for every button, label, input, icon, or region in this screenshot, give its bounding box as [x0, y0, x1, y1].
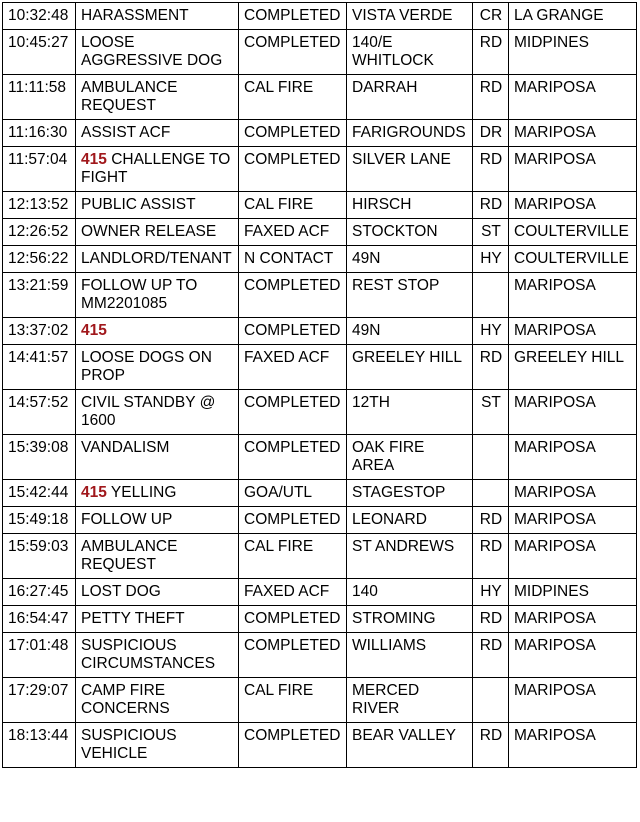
time-cell: 15:42:44: [3, 480, 76, 507]
city-cell: MARIPOSA: [509, 120, 637, 147]
street-cell: 140: [347, 579, 473, 606]
city-cell: MARIPOSA: [509, 534, 637, 579]
street-cell: WILLIAMS: [347, 633, 473, 678]
nature-text: YELLING: [110, 484, 177, 501]
nature-text: FOLLOW UP: [81, 511, 173, 528]
street-cell: REST STOP: [347, 273, 473, 318]
street-cell: GREELEY HILL: [347, 345, 473, 390]
disposition-cell: COMPLETED: [239, 435, 347, 480]
city-cell: COULTERVILLE: [509, 246, 637, 273]
city-cell: MARIPOSA: [509, 192, 637, 219]
street-type-cell: [473, 678, 509, 723]
street-cell: STROMING: [347, 606, 473, 633]
table-row: [3, 579, 637, 606]
disposition-cell: N CONTACT: [239, 246, 347, 273]
table-row: [3, 390, 637, 435]
nature-text: SUSPICIOUS VEHICLE: [81, 727, 177, 762]
table-row: [3, 678, 637, 723]
table-row: [3, 120, 637, 147]
time-cell: 11:11:58: [3, 75, 76, 120]
disposition-cell: COMPLETED: [239, 147, 347, 192]
disposition-cell: COMPLETED: [239, 633, 347, 678]
nature-cell: [76, 219, 239, 246]
table-row: [3, 534, 637, 579]
table-row: [3, 219, 637, 246]
time-cell: 15:49:18: [3, 507, 76, 534]
time-cell: 10:32:48: [3, 3, 76, 30]
street-cell: BEAR VALLEY: [347, 723, 473, 768]
disposition-cell: COMPLETED: [239, 3, 347, 30]
city-cell: MARIPOSA: [509, 606, 637, 633]
table-row: [3, 273, 637, 318]
street-cell: 49N: [347, 246, 473, 273]
street-type-cell: RD: [473, 30, 509, 75]
nature-cell: [76, 147, 239, 192]
nature-cell: [76, 507, 239, 534]
nature-text: LOOSE AGGRESSIVE DOG: [81, 34, 223, 69]
time-cell: 12:26:52: [3, 219, 76, 246]
table-row: [3, 30, 637, 75]
street-cell: 12TH: [347, 390, 473, 435]
nature-text: VANDALISM: [81, 439, 170, 456]
city-cell: LA GRANGE: [509, 3, 637, 30]
street-type-cell: DR: [473, 120, 509, 147]
nature-cell: [76, 246, 239, 273]
penal-code-label: 415: [81, 151, 107, 168]
nature-text: AMBULANCE REQUEST: [81, 79, 178, 114]
table-row: [3, 147, 637, 192]
table-row: [3, 192, 637, 219]
street-type-cell: [473, 480, 509, 507]
street-cell: LEONARD: [347, 507, 473, 534]
table-row: [3, 435, 637, 480]
nature-text: ASSIST ACF: [81, 124, 171, 141]
city-cell: MARIPOSA: [509, 480, 637, 507]
disposition-cell: COMPLETED: [239, 390, 347, 435]
disposition-cell: FAXED ACF: [239, 345, 347, 390]
disposition-cell: COMPLETED: [239, 30, 347, 75]
nature-cell: [76, 435, 239, 480]
street-cell: MERCED RIVER: [347, 678, 473, 723]
city-cell: MARIPOSA: [509, 273, 637, 318]
nature-cell: [76, 273, 239, 318]
nature-text: LOOSE DOGS ON PROP: [81, 349, 212, 384]
nature-text: CIVIL STANDBY @ 1600: [81, 394, 216, 429]
nature-text: LOST DOG: [81, 583, 161, 600]
nature-cell: [76, 678, 239, 723]
nature-cell: [76, 192, 239, 219]
street-cell: DARRAH: [347, 75, 473, 120]
table-row: [3, 723, 637, 768]
time-cell: 11:57:04: [3, 147, 76, 192]
nature-text: CAMP FIRE CONCERNS: [81, 682, 170, 717]
disposition-cell: COMPLETED: [239, 273, 347, 318]
street-type-cell: RD: [473, 507, 509, 534]
nature-cell: [76, 75, 239, 120]
disposition-cell: CAL FIRE: [239, 534, 347, 579]
nature-cell: [76, 345, 239, 390]
street-cell: SILVER LANE: [347, 147, 473, 192]
street-cell: 140/E WHITLOCK: [347, 30, 473, 75]
street-type-cell: [473, 273, 509, 318]
street-type-cell: RD: [473, 723, 509, 768]
disposition-cell: COMPLETED: [239, 120, 347, 147]
table-row: [3, 633, 637, 678]
nature-text: PETTY THEFT: [81, 610, 185, 627]
nature-cell: [76, 3, 239, 30]
table-row: [3, 480, 637, 507]
table-row: [3, 345, 637, 390]
table-row: [3, 606, 637, 633]
disposition-cell: COMPLETED: [239, 507, 347, 534]
time-cell: 13:37:02: [3, 318, 76, 345]
street-type-cell: RD: [473, 606, 509, 633]
nature-cell: [76, 30, 239, 75]
disposition-cell: CAL FIRE: [239, 678, 347, 723]
street-type-cell: RD: [473, 192, 509, 219]
city-cell: MARIPOSA: [509, 390, 637, 435]
street-type-cell: ST: [473, 390, 509, 435]
street-cell: 49N: [347, 318, 473, 345]
nature-text: LANDLORD/TENANT: [81, 250, 232, 267]
street-type-cell: RD: [473, 345, 509, 390]
street-type-cell: RD: [473, 147, 509, 192]
time-cell: 14:57:52: [3, 390, 76, 435]
nature-cell: [76, 534, 239, 579]
nature-cell: [76, 633, 239, 678]
city-cell: MIDPINES: [509, 579, 637, 606]
city-cell: COULTERVILLE: [509, 219, 637, 246]
city-cell: MARIPOSA: [509, 75, 637, 120]
nature-cell: [76, 579, 239, 606]
nature-cell: [76, 723, 239, 768]
disposition-cell: COMPLETED: [239, 318, 347, 345]
city-cell: MARIPOSA: [509, 147, 637, 192]
table-row: [3, 507, 637, 534]
disposition-cell: CAL FIRE: [239, 75, 347, 120]
table-row: [3, 246, 637, 273]
time-cell: 17:29:07: [3, 678, 76, 723]
disposition-cell: GOA/UTL: [239, 480, 347, 507]
street-cell: STOCKTON: [347, 219, 473, 246]
nature-text: AMBULANCE REQUEST: [81, 538, 178, 573]
city-cell: MARIPOSA: [509, 678, 637, 723]
street-type-cell: RD: [473, 534, 509, 579]
time-cell: 17:01:48: [3, 633, 76, 678]
nature-cell: [76, 480, 239, 507]
call-log-body: [3, 3, 637, 768]
city-cell: MARIPOSA: [509, 507, 637, 534]
nature-text: SUSPICIOUS CIRCUMSTANCES: [81, 637, 216, 672]
street-type-cell: RD: [473, 633, 509, 678]
city-cell: GREELEY HILL: [509, 345, 637, 390]
street-type-cell: HY: [473, 246, 509, 273]
street-cell: HIRSCH: [347, 192, 473, 219]
street-type-cell: [473, 435, 509, 480]
city-cell: MARIPOSA: [509, 723, 637, 768]
street-type-cell: HY: [473, 318, 509, 345]
city-cell: MARIPOSA: [509, 318, 637, 345]
nature-text: PUBLIC ASSIST: [81, 196, 196, 213]
city-cell: MARIPOSA: [509, 633, 637, 678]
nature-cell: [76, 606, 239, 633]
nature-cell: [76, 390, 239, 435]
street-type-cell: RD: [473, 75, 509, 120]
time-cell: 16:54:47: [3, 606, 76, 633]
time-cell: 10:45:27: [3, 30, 76, 75]
table-row: [3, 75, 637, 120]
table-row: [3, 318, 637, 345]
time-cell: 15:39:08: [3, 435, 76, 480]
disposition-cell: COMPLETED: [239, 723, 347, 768]
time-cell: 14:41:57: [3, 345, 76, 390]
time-cell: 16:27:45: [3, 579, 76, 606]
penal-code-label: 415: [81, 484, 107, 501]
street-cell: OAK FIRE AREA: [347, 435, 473, 480]
street-cell: FARIGROUNDS: [347, 120, 473, 147]
disposition-cell: FAXED ACF: [239, 579, 347, 606]
time-cell: 11:16:30: [3, 120, 76, 147]
street-cell: VISTA VERDE: [347, 3, 473, 30]
time-cell: 12:56:22: [3, 246, 76, 273]
street-type-cell: CR: [473, 3, 509, 30]
time-cell: 18:13:44: [3, 723, 76, 768]
disposition-cell: COMPLETED: [239, 606, 347, 633]
street-type-cell: HY: [473, 579, 509, 606]
time-cell: 12:13:52: [3, 192, 76, 219]
nature-text: HARASSMENT: [81, 7, 189, 24]
call-log-table: [2, 2, 637, 768]
time-cell: 13:21:59: [3, 273, 76, 318]
nature-text: FOLLOW UP TO MM2201085: [81, 277, 198, 312]
city-cell: MARIPOSA: [509, 435, 637, 480]
city-cell: MIDPINES: [509, 30, 637, 75]
nature-cell: [76, 120, 239, 147]
street-cell: STAGESTOP: [347, 480, 473, 507]
penal-code-label: 415: [81, 322, 107, 339]
street-type-cell: ST: [473, 219, 509, 246]
disposition-cell: CAL FIRE: [239, 192, 347, 219]
nature-text: CHALLENGE TO FIGHT: [81, 151, 231, 186]
nature-cell: [76, 318, 239, 345]
time-cell: 15:59:03: [3, 534, 76, 579]
street-cell: ST ANDREWS: [347, 534, 473, 579]
disposition-cell: FAXED ACF: [239, 219, 347, 246]
table-row: [3, 3, 637, 30]
nature-text: OWNER RELEASE: [81, 223, 217, 240]
